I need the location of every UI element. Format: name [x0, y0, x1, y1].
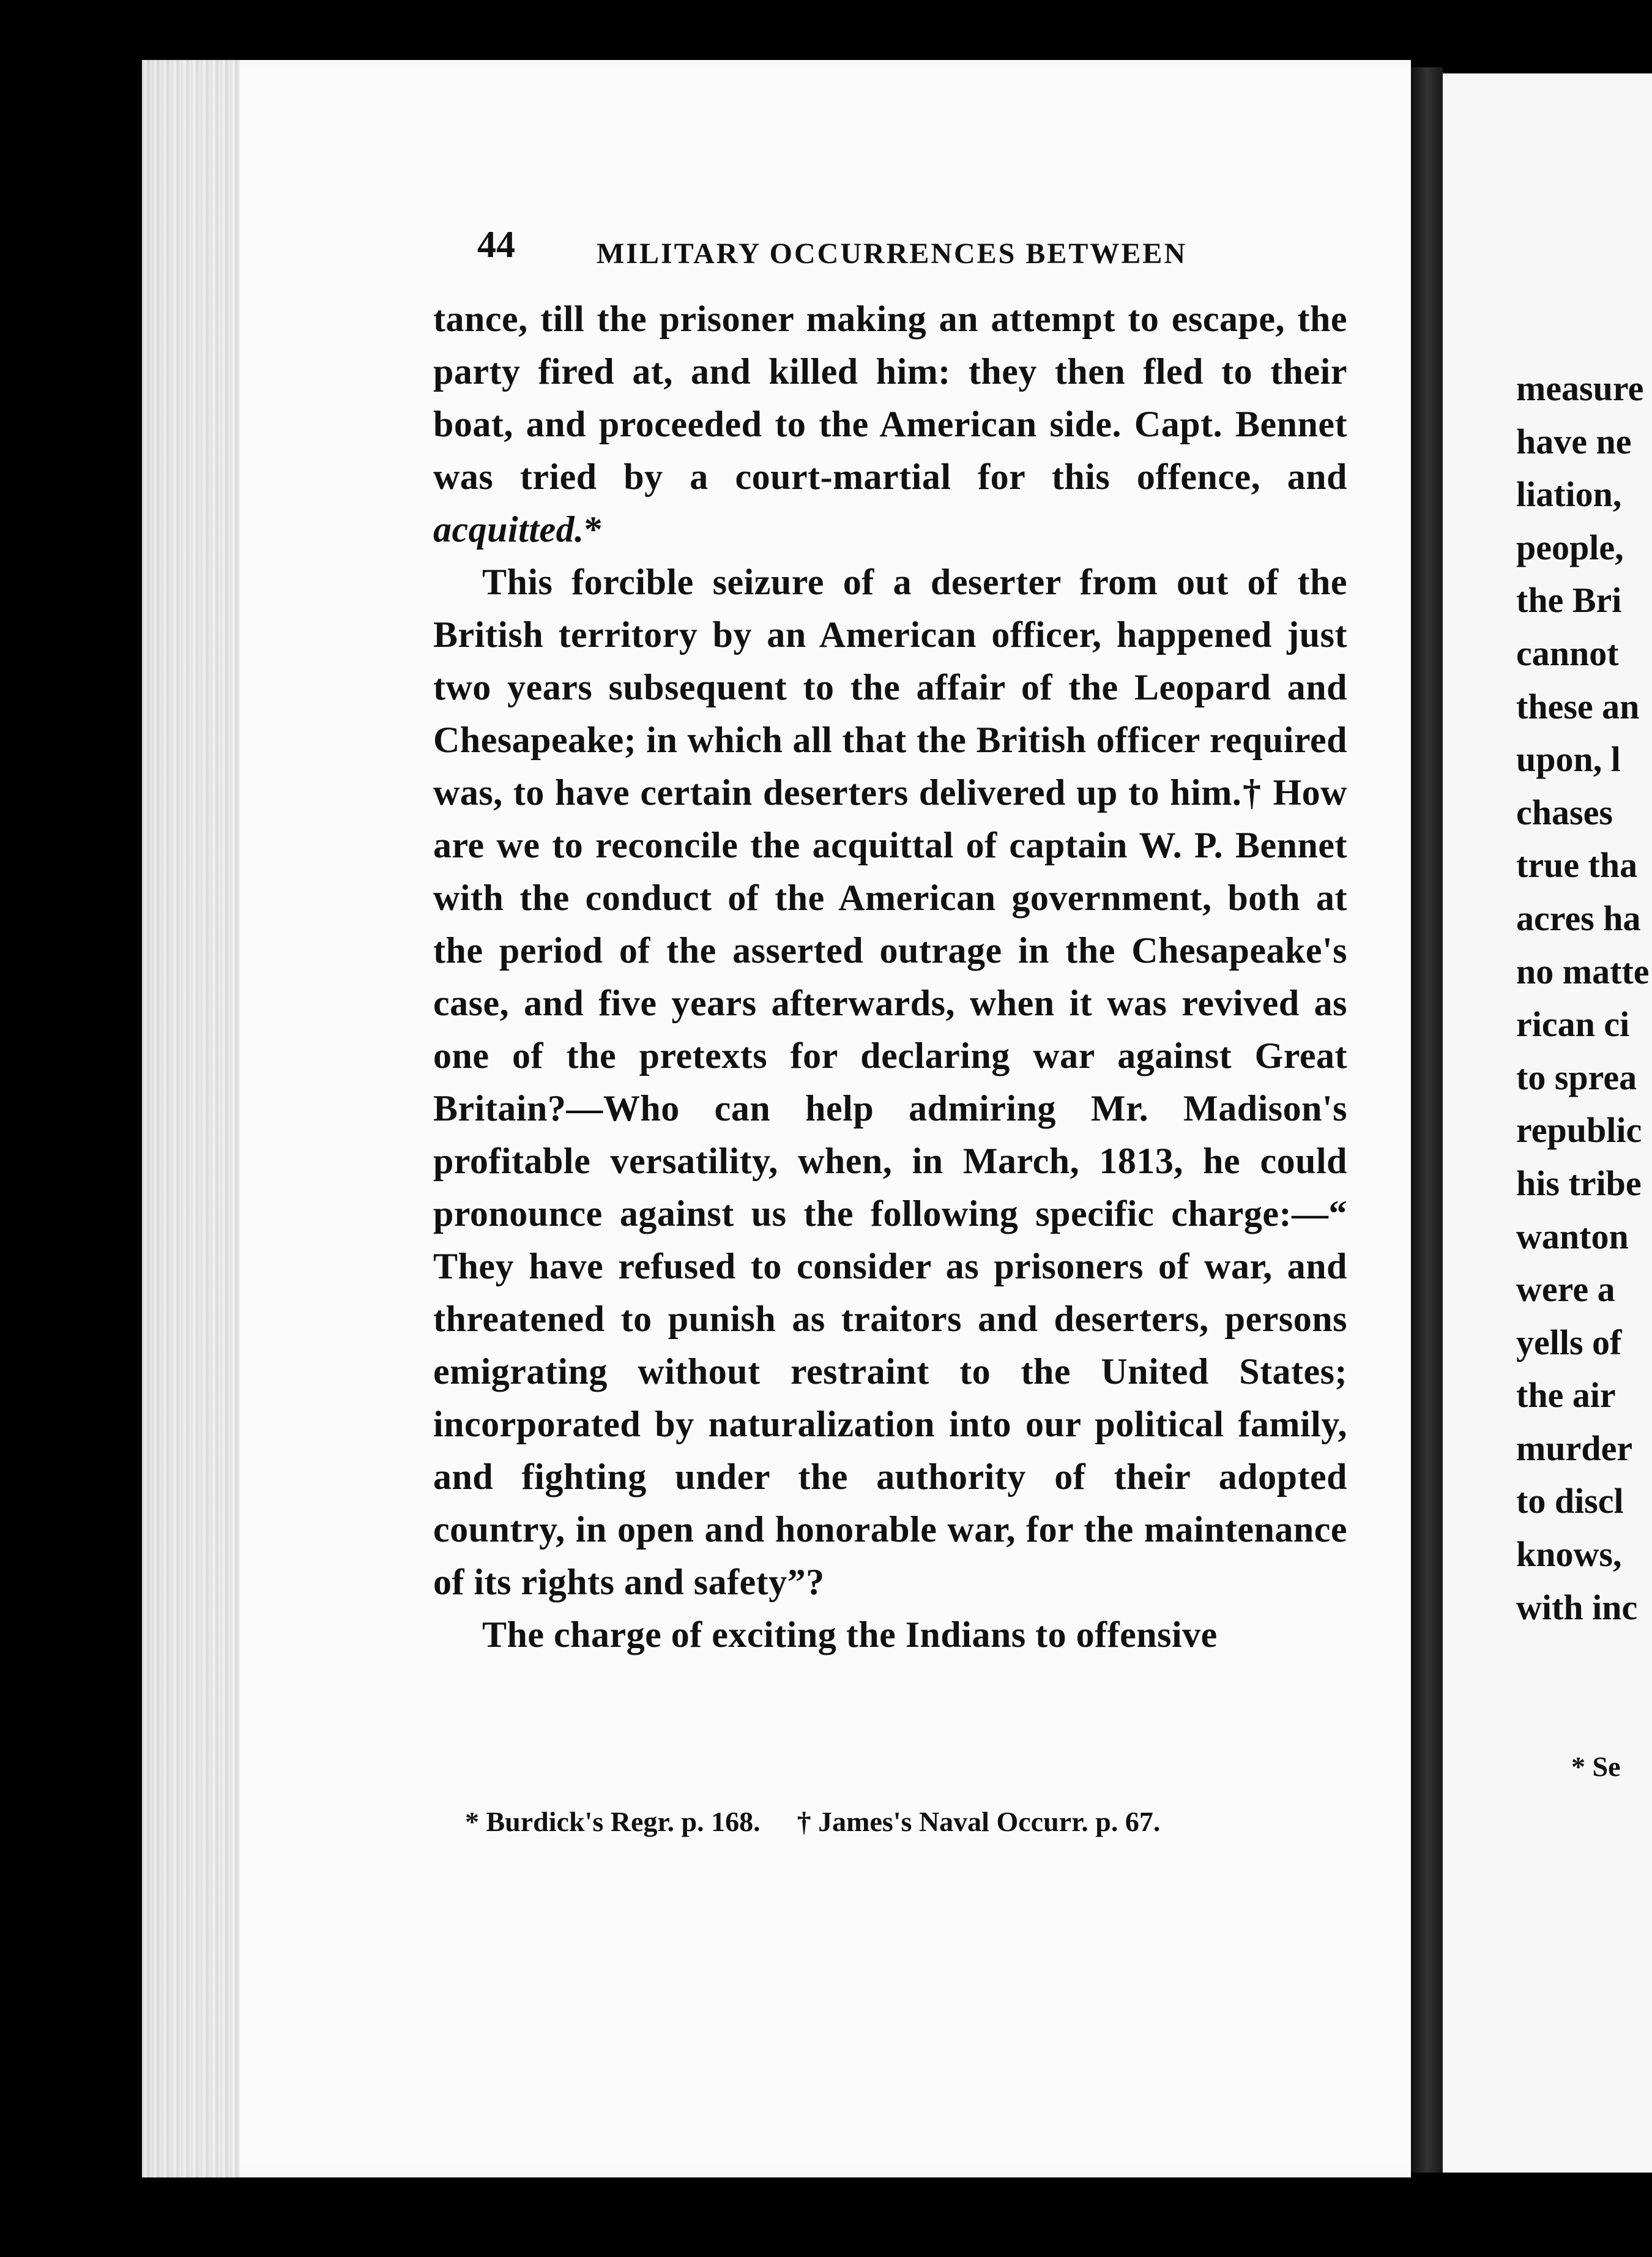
right-page-line: yells of: [1516, 1322, 1622, 1362]
text-segment: This forcible seizure of a deserter from out of the British territory by an American officer, happened just two years subsequent to the affair of the Leopard and Chesapeake; in which all that the British officer required was, to have certain deserters delivered up to him.† How are we to reconcile the acquittal of captain W. P. Bennet with the conduct of the American government, both at the period of the asserted outrage in the Chesapeake's case, and five years afterwards, when it was revived as one of the pretexts for declaring war against Great Britain?—Who can help admiring Mr. Madison's profitable versatility, when, in March, 1813, he could pronounce against us the following specific charge:—“ They have refused to consider as prisoners of war, and threatened to punish as traitors and deserters, persons emigrating without restraint to the United States; incorporated by naturalization into our political family, and fighting under the authority of their adopted country, in open and honorable war, for the maintenance of its rights and safety”?: [433, 562, 1347, 1602]
right-page: [1443, 73, 1652, 2173]
right-page-line: people,: [1516, 527, 1624, 567]
text-segment: tance, till the prisoner making an attempt to escape, the party fired at, and killed him: they then fled to their boat, and proceeded to the American side. Capt. Bennet was tried by a court-martial for this offence, and: [433, 299, 1347, 497]
book-gutter: [1411, 67, 1443, 2173]
right-page-text: [1516, 362, 1652, 1634]
page-edge-shading: [142, 60, 240, 2177]
right-page-line: wanton: [1516, 1216, 1629, 1256]
right-page-line: acres ha: [1516, 898, 1641, 938]
right-page-line: liation,: [1516, 474, 1622, 515]
right-page-line: measure: [1516, 368, 1644, 408]
text-segment: *: [584, 509, 603, 550]
paragraph: [433, 293, 1347, 556]
right-page-line: knows,: [1516, 1534, 1622, 1575]
footnotes: [465, 1805, 1334, 1838]
right-page-line: cannot: [1516, 633, 1619, 673]
running-head: MILITARY OCCURRENCES BETWEEN: [597, 237, 1188, 270]
right-page-footnote: * Se: [1571, 1751, 1621, 1782]
page-header: [477, 223, 1236, 278]
right-page-line: with inc: [1516, 1587, 1638, 1627]
right-page-line: rican ci: [1516, 1004, 1630, 1045]
right-page-line: these an: [1516, 686, 1640, 726]
right-page-line: murder: [1516, 1428, 1633, 1468]
right-page-line: true tha: [1516, 845, 1638, 886]
right-page-line: the air: [1516, 1375, 1616, 1416]
right-page-line: his tribe: [1516, 1163, 1642, 1203]
right-page-line: have ne: [1516, 421, 1632, 461]
right-page-line: chases: [1516, 792, 1613, 832]
right-page-line: to sprea: [1516, 1057, 1637, 1097]
right-page-line: upon, l: [1516, 739, 1621, 780]
right-page-line: the Bri: [1516, 580, 1622, 621]
right-page-line: republic: [1516, 1110, 1642, 1151]
text-segment: The charge of exciting the Indians to offensive: [482, 1614, 1218, 1655]
right-page-line: to discl: [1516, 1481, 1624, 1521]
body-text: [433, 293, 1347, 1661]
right-page-line: no matte: [1516, 951, 1650, 991]
footnote: † James's Naval Occurr. p. 67.: [797, 1806, 1161, 1837]
paragraph: [433, 556, 1347, 1608]
footnote: * Burdick's Regr. p. 168.: [465, 1806, 761, 1837]
page-number: 44: [477, 224, 515, 266]
paragraph: [433, 1608, 1347, 1661]
right-page-line: were a: [1516, 1269, 1615, 1310]
italic-text: acquitted.: [433, 509, 584, 550]
